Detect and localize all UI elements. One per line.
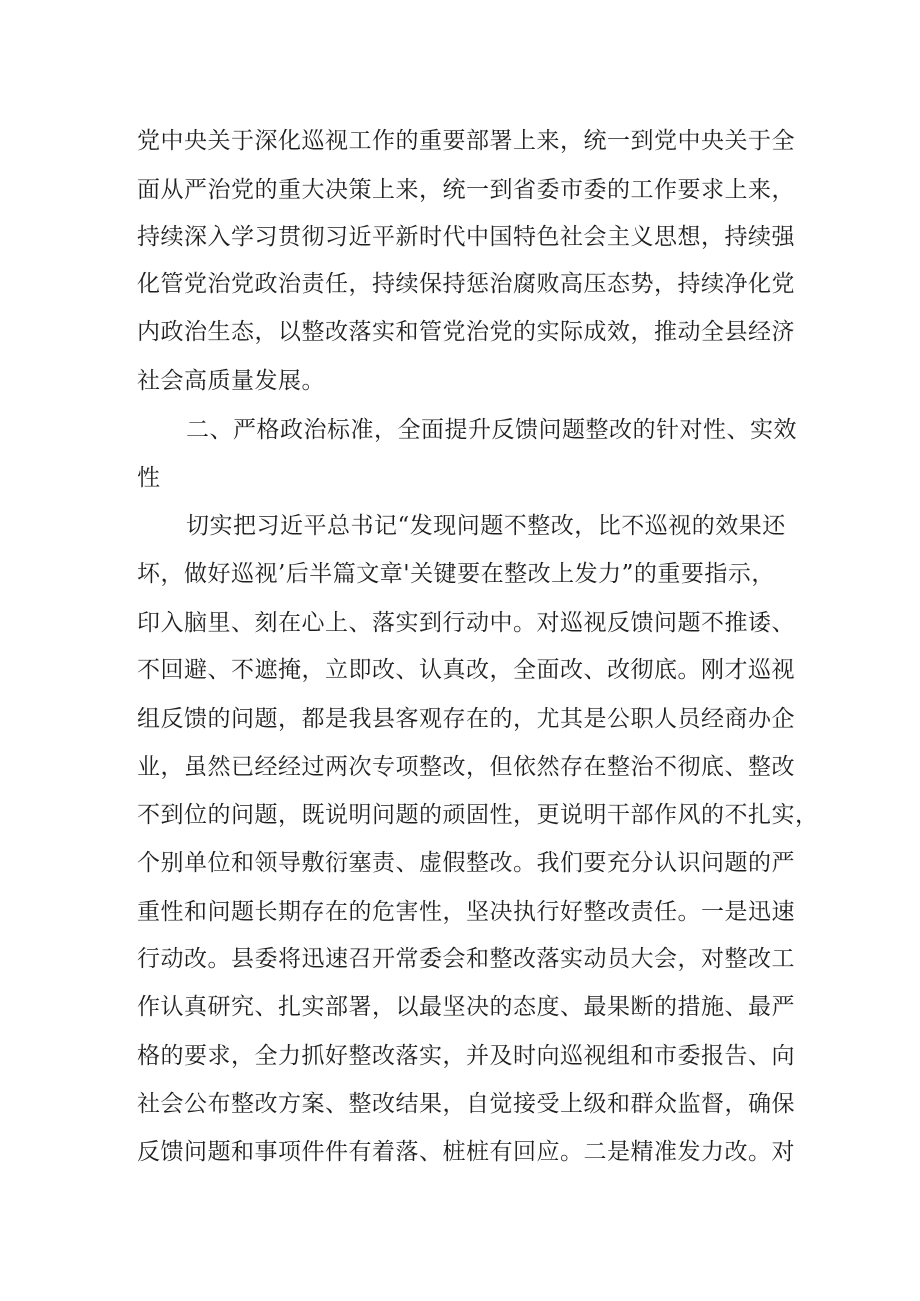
text-line: 行动改。县委将迅速召开常委会和整改落实动员大会，对整改工 [137, 946, 795, 972]
text-line: 社会公布整改方案、整改结果，自觉接受上级和群众监督，确保 [137, 1091, 795, 1117]
text-line: 组反馈的问题，都是我县客观存在的，尤其是公职人员经商办企 [137, 706, 795, 732]
text-line: 反馈问题和事项件件有着落、桩桩有回应。二是精准发力改。对 [137, 1139, 795, 1165]
text-line: 面从严治党的重大决策上来，统一到省委市委的工作要求上来， [137, 177, 795, 203]
text-line: 业，虽然已经经过两次专项整改，但依然存在整治不彻底、整改 [137, 754, 795, 780]
text-line: 党中央关于深化巡视工作的重要部署上来，统一到党中央关于全 [137, 128, 795, 154]
section-heading: 二、严格政治标准，全面提升反馈问题整改的针对性、实效 [186, 417, 797, 443]
text-line: 作认真研究、扎实部署，以最坚决的态度、最果断的措施、最严 [137, 994, 795, 1020]
paragraph-first-line: 切实把习近平总书记“发现问题不整改，比不巡视的效果还 [186, 513, 786, 539]
text-line: 重性和问题长期存在的危害性，坚决执行好整改责任。一是迅速 [137, 899, 795, 925]
section-heading-continuation: 性 [137, 465, 161, 491]
text-line: 持续深入学习贯彻习近平新时代中国特色社会主义思想，持续强 [137, 224, 795, 250]
text-line: 个别单位和领导敷衍塞责、虚假整改。我们要充分认识问题的严 [137, 850, 795, 876]
text-line: 内政治生态，以整改落实和管党治党的实际成效，推动全县经济 [137, 319, 795, 345]
text-line: 坏，做好巡视’后半篇文章'关键要在整改上发力”的重要指示， [137, 561, 775, 587]
text-line: 化管党治党政治责任，持续保持惩治腐败高压态势，持续净化党 [137, 271, 795, 297]
text-line: 不到位的问题，既说明问题的顽固性，更说明干部作风的不扎实， [137, 802, 819, 828]
text-line: 印入脑里、刻在心上、落实到行动中。对巡视反馈问题不推诿、 [137, 610, 795, 636]
text-line: 格的要求，全力抓好整改落实，并及时向巡视组和市委报告、向 [137, 1043, 795, 1069]
text-line: 不回避、不遮掩，立即改、认真改，全面改、改彻底。刚才巡视 [137, 657, 795, 683]
text-line: 社会高质量发展。 [137, 368, 325, 394]
